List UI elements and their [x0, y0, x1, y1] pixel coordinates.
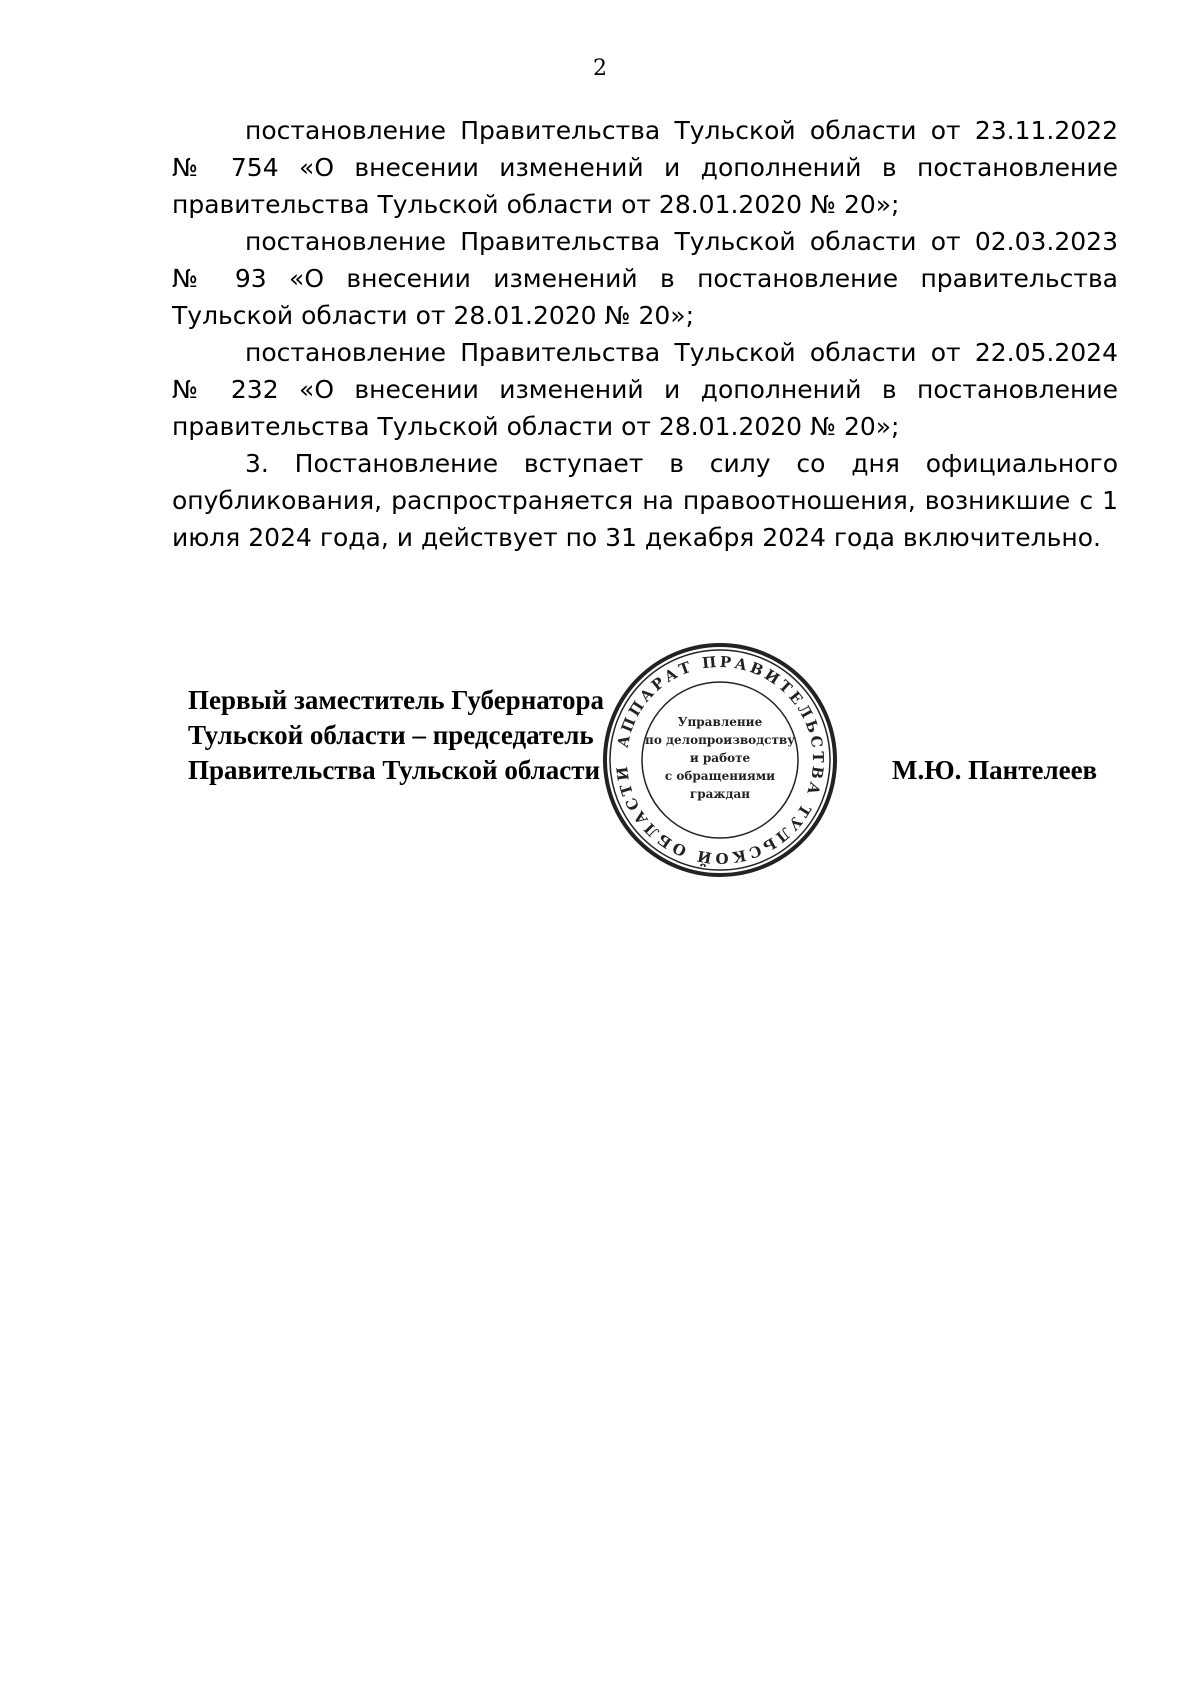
signatory-title-line: Первый заместитель Губернатора — [188, 685, 604, 715]
seal-center-line: граждан — [689, 787, 751, 801]
signatory-name: М.Ю. Пантелеев — [892, 755, 1098, 785]
signatory-title-line: Правительства Тульской области — [188, 755, 601, 785]
paragraph-resolution-232: постановление Правительства Тульской области от 22.05.2024 № 232 «О внесении изменений и дополнений в постановление правительства Тульской области от 28.01.2020 № 20»; — [172, 338, 1118, 441]
signatory-title-line: Тульской области – председатель — [188, 720, 594, 750]
paragraph-resolution-93: постановление Правительства Тульской области от 02.03.2023 № 93 «О внесении изменений в постановление правительства Тульской области от 28.01.2020 № 20»; — [172, 227, 1118, 330]
document-body — [172, 112, 1118, 556]
seal-center-line: Управление — [677, 715, 763, 729]
official-seal-stamp — [600, 640, 840, 880]
seal-center-line: и работе — [689, 751, 751, 765]
page-number: 2 — [593, 56, 607, 81]
seal-center-line: по делопроизводству — [645, 733, 795, 747]
seal-center-line: с обращениями — [664, 769, 776, 783]
seal-ring-text: АППАРАТ ПРАВИТЕЛЬСТВА ТУЛЬСКОЙ ОБЛАСТИ — [612, 652, 828, 868]
paragraph-resolution-754: постановление Правительства Тульской области от 23.11.2022 № 754 «О внесении изменений и дополнений в постановление правительства Тульской области от 28.01.2020 № 20»; — [172, 116, 1118, 219]
signatory-title — [188, 683, 604, 788]
paragraph-effective-date: 3. Постановление вступает в силу со дня официального опубликования, распространяется на правоотношения, возникшие с 1 июля 2024 года, и действует по 31 декабря 2024 года включительно. — [172, 449, 1118, 552]
